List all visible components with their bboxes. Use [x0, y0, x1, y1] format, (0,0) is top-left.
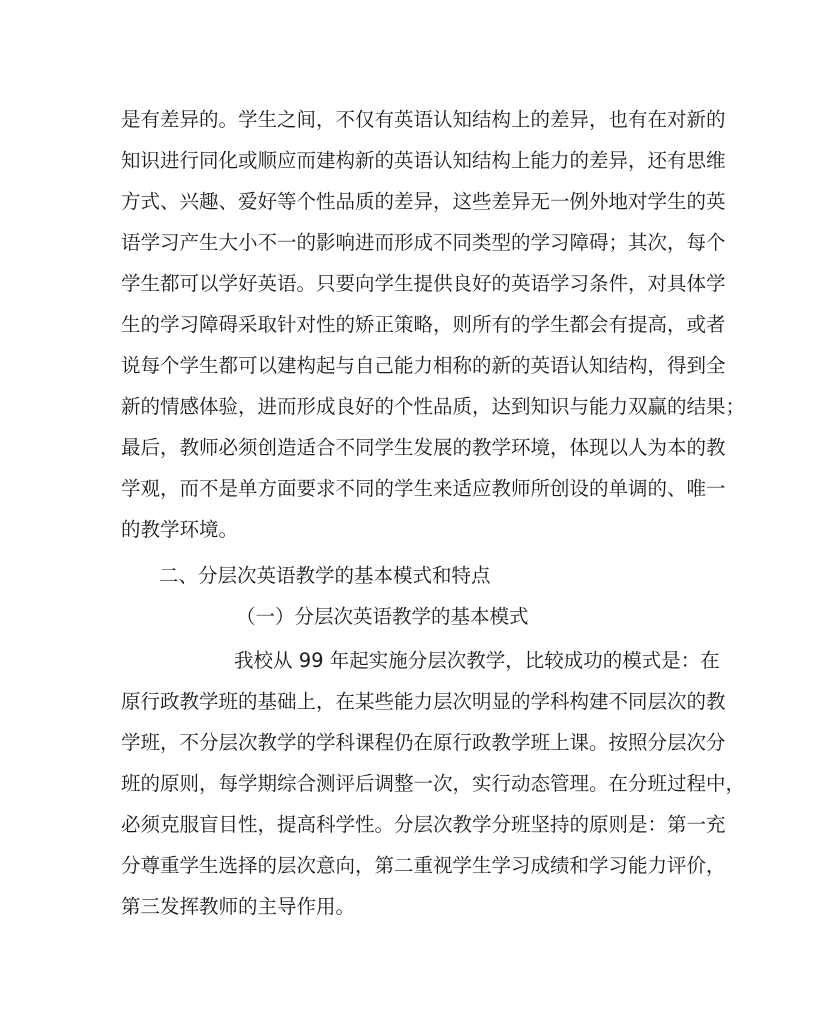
- paragraph-line: 最后，教师必须创造适合不同学生发展的教学环境，体现以人为本的教: [121, 436, 726, 459]
- section-heading: 二、分层次英语教学的基本模式和特点: [159, 564, 491, 587]
- paragraph-line: 第三发挥教师的主导作用。: [121, 895, 356, 918]
- paragraph-line: 语学习产生大小不一的影响进而形成不同类型的学习障碍；其次，每个: [121, 231, 726, 254]
- paragraph-line: 新的情感体验，进而形成良好的个性品质，达到知识与能力双赢的结果；: [121, 395, 746, 418]
- paragraph-line: 知识进行同化或顺应而建构新的英语认知结构上能力的差异，还有思维: [121, 149, 726, 172]
- paragraph-line: 原行政教学班的基础上，在某些能力层次明显的学科构建不同层次的教: [121, 690, 726, 713]
- paragraph-line: 班的原则，每学期综合测评后调整一次，实行动态管理。在分班过程中，: [121, 772, 746, 795]
- paragraph-line: 学班，不分层次教学的学科课程仍在原行政教学班上课。按照分层次分: [121, 731, 726, 754]
- paragraph-line: 学生都可以学好英语。只要向学生提供良好的英语学习条件，对具体学: [121, 272, 726, 295]
- paragraph-line: 的教学环境。: [121, 518, 239, 541]
- subsection-heading: （一）分层次英语教学的基本模式: [236, 605, 529, 628]
- paragraph-line: 我校从 99 年起实施分层次教学，比较成功的模式是：在: [234, 649, 720, 672]
- paragraph-line: 学观，而不是单方面要求不同的学生来适应教师所创设的单调的、唯一: [121, 477, 726, 500]
- paragraph-line: 生的学习障碍采取针对性的矫正策略，则所有的学生都会有提高，或者: [121, 313, 726, 336]
- paragraph-line: 说每个学生都可以建构起与自己能力相称的新的英语认知结构，得到全: [121, 354, 726, 377]
- paragraph-line: 分尊重学生选择的层次意向，第二重视学生学习成绩和学习能力评价，: [121, 854, 726, 877]
- paragraph-line: 方式、兴趣、爱好等个性品质的差异，这些差异无一例外地对学生的英: [121, 190, 726, 213]
- paragraph-line: 必须克服盲目性，提高科学性。分层次教学分班坚持的原则是：第一充: [121, 813, 726, 836]
- paragraph-line: 是有差异的。学生之间，不仅有英语认知结构上的差异，也有在对新的: [121, 108, 726, 131]
